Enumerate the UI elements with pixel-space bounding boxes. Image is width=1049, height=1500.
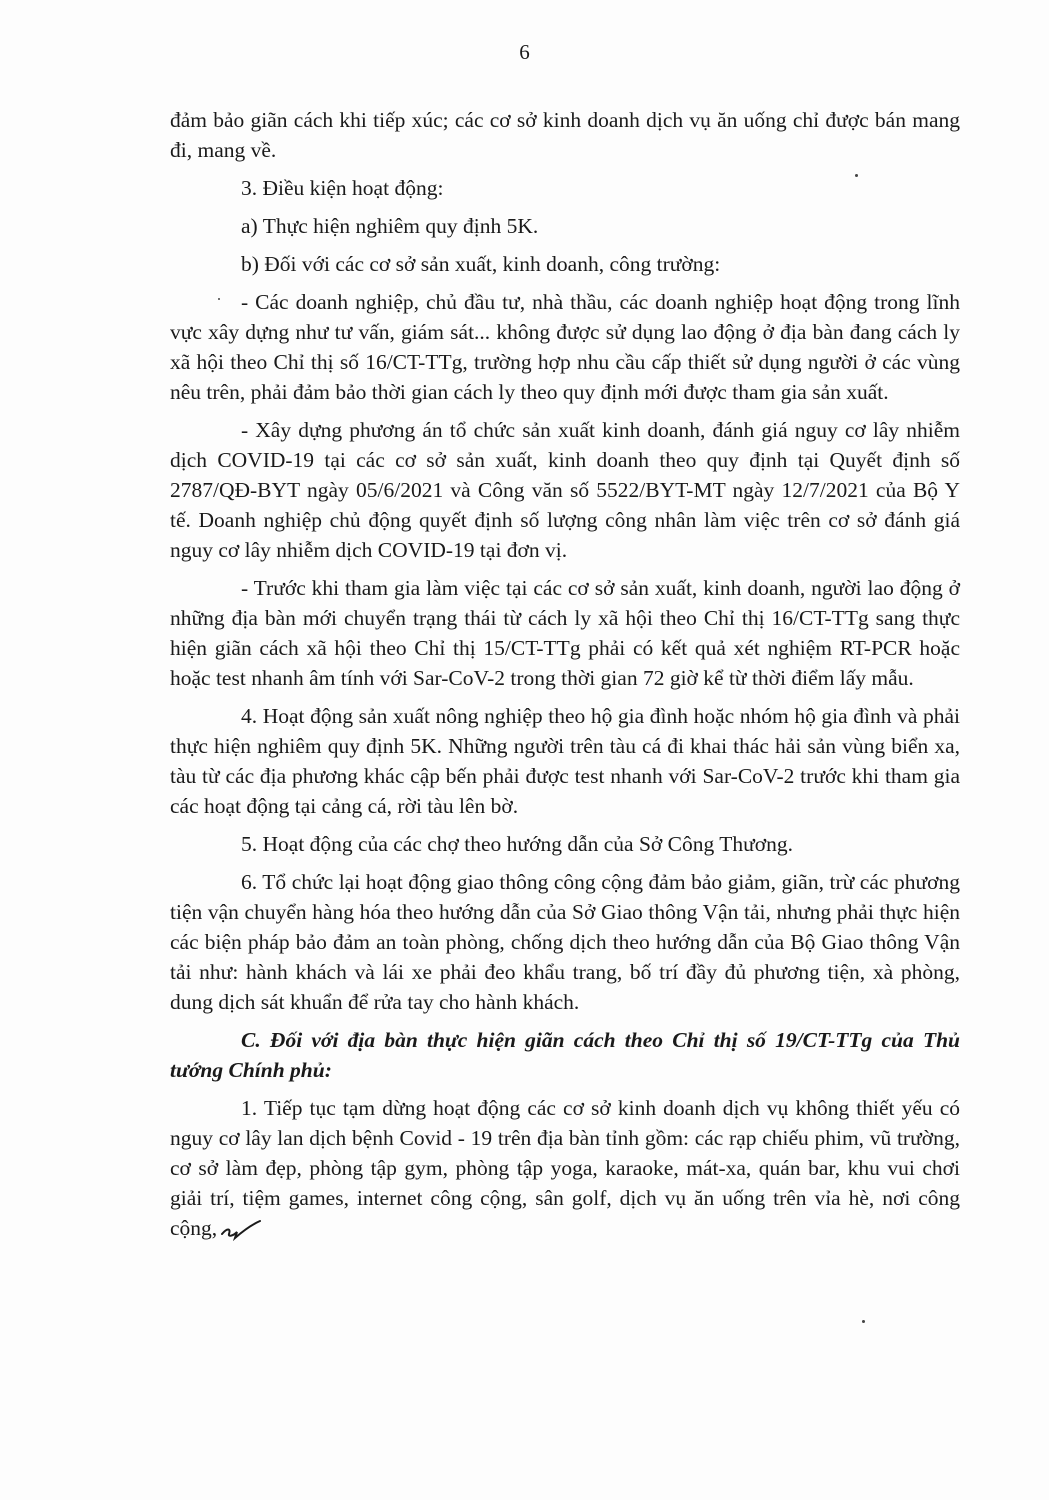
- paragraph-last-text: 1. Tiếp tục tạm dừng hoạt động các cơ sở kinh doanh dịch vụ không thiết yếu có nguy cơ lây lan dịch bệnh Covid - 19 trên địa bàn tỉnh gồm: các rạp chiếu phim, vũ trường, cơ sở làm đẹp, phòng tập gym, phòng tập yoga, karaoke, mát-xa, quán bar, khu vui chơi giải trí, tiệm games, internet công cộng, sân golf, dịch vụ ăn uống trên vỉa hè, nơi công cộng,: [170, 1096, 960, 1240]
- paragraph: b) Đối với các cơ sở sản xuất, kinh doanh, công trường:: [241, 252, 721, 276]
- scan-speck: [218, 298, 220, 300]
- scan-speck: [855, 174, 858, 177]
- paragraph: a) Thực hiện nghiêm quy định 5K.: [241, 214, 539, 238]
- section-heading-3: 3. Điều kiện hoạt động:: [241, 176, 444, 200]
- paragraph: - Xây dựng phương án tổ chức sản xuất kinh doanh, đánh giá nguy cơ lây nhiễm dịch COVID-19 tại các cơ sở sản xuất, kinh doanh theo quy định tại Quyết định số 2787/QĐ-BYT ngày 05/6/2021 và Công văn số 5522/BYT-MT ngày 12/7/2021 của Bộ Y tế. Doanh nghiệp chủ động quyết định số lượng công nhân làm việc trên cơ sở đánh giá nguy cơ lây nhiễm dịch COVID-19 tại đơn vị.: [170, 418, 960, 562]
- section-heading-c: C. Đối với địa bàn thực hiện giãn cách theo Chỉ thị số 19/CT-TTg của Thủ tướng Chính phủ:: [170, 1028, 960, 1082]
- scan-speck: [862, 1320, 865, 1323]
- paragraph-last: [170, 1093, 960, 1243]
- paragraph: 6. Tổ chức lại hoạt động giao thông công cộng đảm bảo giảm, giãn, trừ các phương tiện vận chuyển hàng hóa theo hướng dẫn của Sở Giao thông Vận tải, nhưng phải thực hiện các biện pháp bảo đảm an toàn phòng, chống dịch theo hướng dẫn của Bộ Giao thông Vận tải như: hành khách và lái xe phải đeo khẩu trang, bố trí đầy đủ phương tiện, xà phòng, dung dịch sát khuẩn để rửa tay cho hành khách.: [170, 870, 960, 1014]
- paragraph: - Các doanh nghiệp, chủ đầu tư, nhà thầu, các doanh nghiệp hoạt động trong lĩnh vực xây dựng như tư vấn, giám sát... không được sử dụng lao động ở địa bàn đang cách ly xã hội theo Chỉ thị số 16/CT-TTg, trường hợp nhu cầu cấp thiết sử dụng người ở các vùng nêu trên, phải đảm bảo thời gian cách ly theo quy định mới được tham gia sản xuất.: [170, 290, 960, 404]
- paragraph: đảm bảo giãn cách khi tiếp xúc; các cơ sở kinh doanh dịch vụ ăn uống chỉ được bán mang đi, mang về.: [170, 108, 960, 162]
- initials-mark-icon: [219, 1219, 263, 1241]
- page-number: 6: [519, 40, 530, 64]
- paragraph: - Trước khi tham gia làm việc tại các cơ sở sản xuất, kinh doanh, người lao động ở những địa bàn mới chuyển trạng thái từ cách ly xã hội theo Chỉ thị 16/CT-TTg sang thực hiện giãn cách xã hội theo Chỉ thị 15/CT-TTg phải có kết quả xét nghiệm RT-PCR hoặc hoặc test nhanh âm tính với Sar-CoV-2 trong thời gian 72 giờ kể từ thời điểm lấy mẫu.: [170, 576, 960, 690]
- paragraph: 5. Hoạt động của các chợ theo hướng dẫn của Sở Công Thương.: [241, 832, 794, 856]
- document-body: [170, 105, 960, 1251]
- paragraph: 4. Hoạt động sản xuất nông nghiệp theo hộ gia đình hoặc nhóm hộ gia đình và phải thực hiện nghiêm quy định 5K. Những người trên tàu cá đi khai thác hải sản vùng biển xa, tàu từ các địa phương khác cập bến phải được test nhanh với Sar-CoV-2 trước khi tham gia các hoạt động tại cảng cá, rời tàu lên bờ.: [170, 704, 960, 818]
